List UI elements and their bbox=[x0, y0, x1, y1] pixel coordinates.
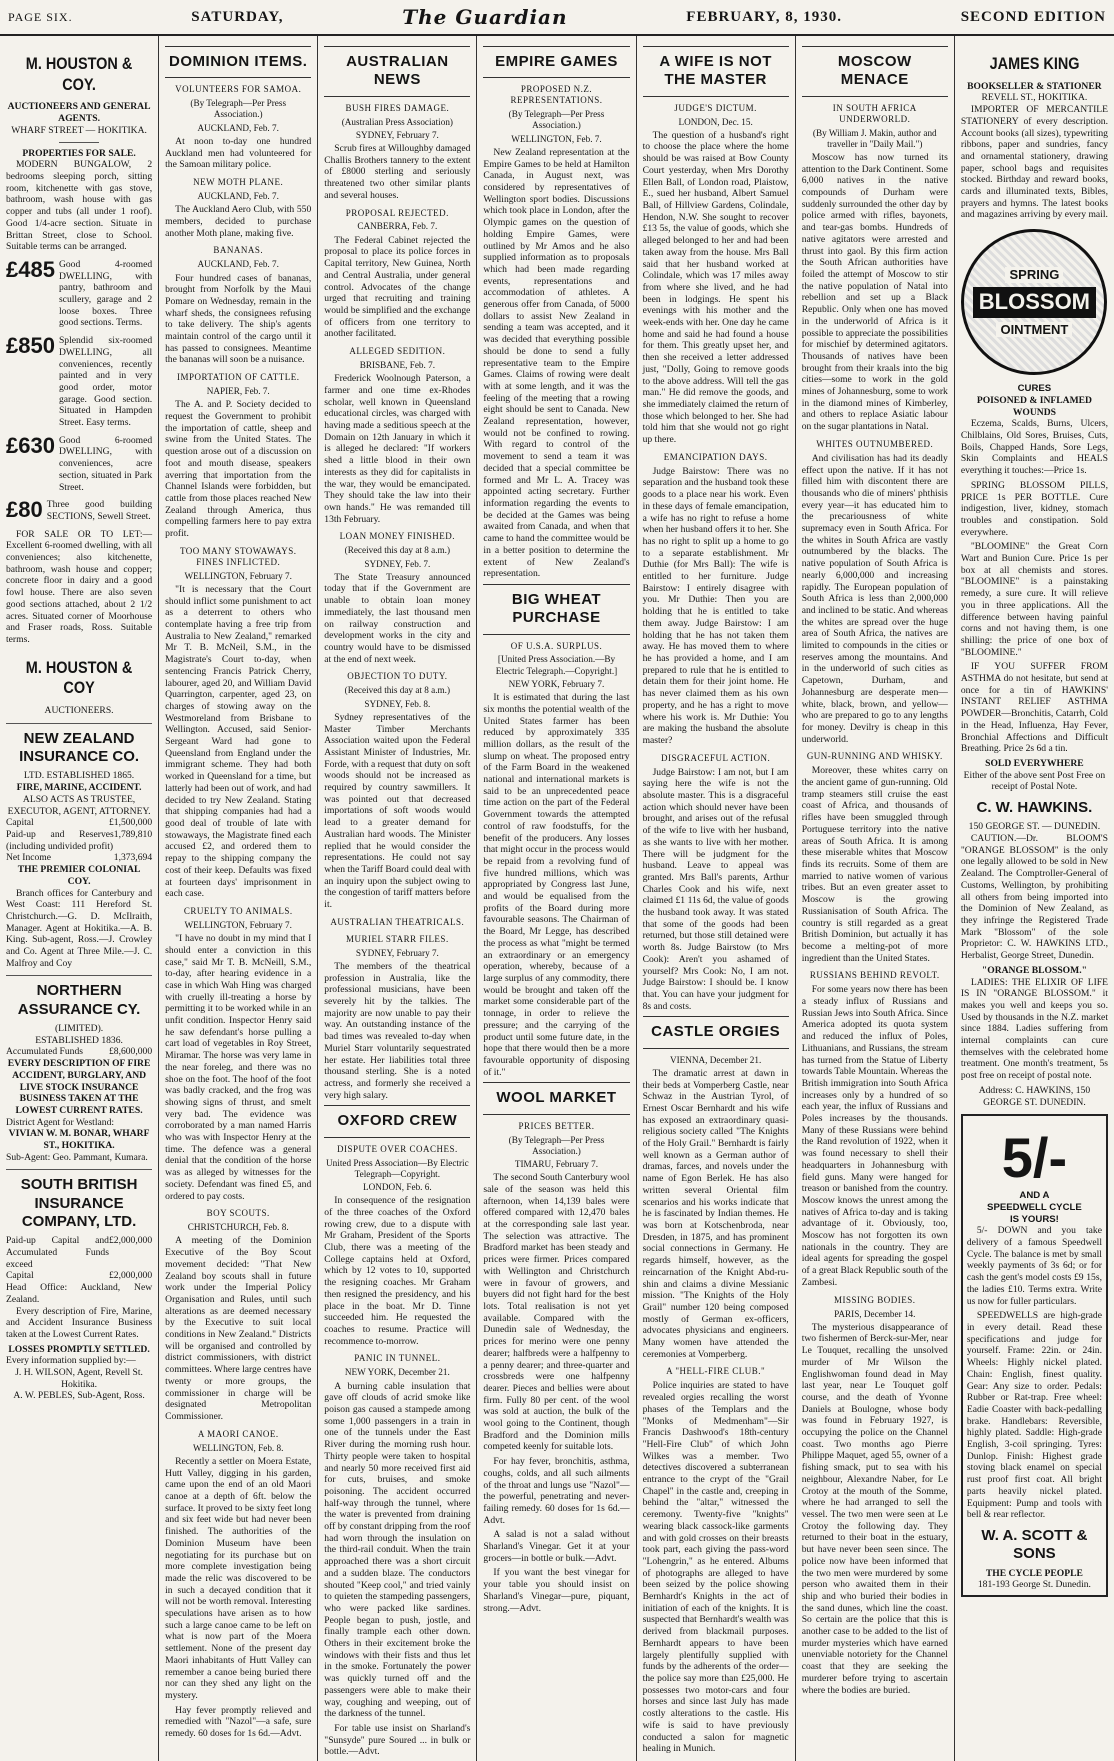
wire-credit: (By Telegraph—Per Press Association.) bbox=[508, 1134, 605, 1156]
advertisement-line: If you want the best vinegar for your table you should insist on Sharland's Vinegar—pure, piquant, strong.—Advt. bbox=[483, 1567, 630, 1614]
dateline: AUCKLAND, Feb. 7. bbox=[197, 191, 279, 201]
article-subheading: A MAORI CANOE. bbox=[197, 1428, 279, 1439]
property-listing: FOR SALE OR TO LET:—Excellent 6-roomed dwelling, with all conveniences; also kitchenette, bathroom, wash house and copper; concrete floor in dairy and a good fowl house. There are also seven good sections attached, about 2 1/2 acres. Situated corner of Moorhouse and Fraser roads, Ross. Suitable terms. bbox=[6, 528, 153, 645]
wire-credit: (Received this day at 8 a.m.) bbox=[344, 545, 451, 556]
property-description: Good 6-roomed DWELLING, with conveniences, acre section, situated in Park Street. bbox=[58, 434, 153, 493]
dateline: TIMARU, February 7. bbox=[514, 1159, 599, 1170]
article-subheading: PRICES BETTER. bbox=[518, 1120, 595, 1131]
houston-ad-title-2: M. HOUSTON & COY bbox=[25, 657, 133, 698]
sbi-head-office: Head Office: Auckland, New Zealand. bbox=[6, 1282, 153, 1305]
branch-offices: Branch offices for Canterbury and West Coast: 111 Hereford St. Christchurch.—G. D. McIlraith, Manager. Agent at Hokitika.—A. B. King. Sub-agent, Ross.—J. Crowley and Co. Agent at Three Mile.—J. C. Malfroy and Coy bbox=[6, 887, 153, 969]
article-paragraph: Judge Bairstow: I am not, but I am saying here the wife is not the absolute master. This is a disgraceful action which should never have been brought, and arises out of the refusal of the wife to live with her husband, as she wants to live with her mother. There will be judgment for the husband. Leave to appeal was granted. Mrs Ball's parents, Arthur Charles Cook and his wife, next claimed £1 11s 6d, the value of goods the husband took away. It was stated that some of the goods had been returned, but those still detained were worth 8s. Judge Bairstow (to Mrs Cook): Aren't you ashamed of yourself? Mrs Cook: No, I am not. Judge Bairstow: I should be. I know that. You can have your judgment for 8s and costs. bbox=[642, 766, 789, 1012]
article-paragraph: For some years now there has been a steady influx of Russians and Russian Jews into South Africa. Since America adopted its quota system and reduced the influx of Poles, Lithuanians, and Russians, the stream has turned from the Statue of Liberty towards Table Mountain. Whereas the British immigration into South Africa increases only by a hundred of so each year, the influx of Russians and Poles increases by the thousands. Many of these Russians were behind the Rand revolution of 1922, when it was found necessary to shell their headquarters in Johannesburg with field guns. Many were hanged for treason or banished from the country. Moscow knows the unrest among the natives of Africa to-day and is taking advantage of it. Obviously, too, Moscow has not forgotten its own nationals in the country. They are ideal agents for spreading the gospel of a great Black Republic south of the Zambesi. bbox=[801, 984, 948, 1288]
dateline: SYDNEY, Feb. 8. bbox=[364, 698, 431, 709]
article-paragraph: Scrub fires at Willoughby damaged Challis Brothers tannery to the extent of £8000 sterling and seriously threatened two other similar plants and several houses. bbox=[324, 143, 471, 201]
article-subheading: CRUELTY TO ANIMALS. bbox=[183, 905, 293, 916]
article-subheading: LOAN MONEY FINISHED. bbox=[339, 531, 456, 542]
column-advertisements-left bbox=[0, 36, 159, 1761]
dateline: NEW YORK, December 21. bbox=[344, 1367, 450, 1378]
article-subheading: VOLUNTEERS FOR SAMOA. bbox=[175, 84, 302, 95]
article-subheading: MISSING BODIES. bbox=[834, 1294, 916, 1305]
article-paragraph: The dramatic arrest at dawn in their beds at Vomperberg Castle, near Schwaz in the Austrian Tyrol, of Ernest Oscar Bernhardt and his wife has exposed an extraordinary quasi-religious society called "The Knights of the Holy Grail." Bernhardt is fairly well known as a German author of dramas, farces, and novels under the name of Egon Berlek. He has also written several Oriental film scenarios and his works indicate that he is fascinated by Indian themes. He was born at Kotschenbroda, near Dresden, in 1875, and has prominent social connections in Germany. He regards himself, however, as the reincarnation of the Knight Abd-ru-shin and claims a divine Messianic mission. "The Knights of the Holy Grail" number 120 being composed mostly of German ex-officers, advocates physicians and engineers. Many women have attended the ceremonies at Vomperberg. bbox=[642, 1067, 789, 1360]
sbi-sub-agent: A. W. PEBLES, Sub-Agent, Ross. bbox=[13, 1390, 145, 1402]
article-subheading: IN SOUTH AFRICA UNDERWORLD. bbox=[832, 102, 917, 124]
paid-up-label: Paid-up and Reserves (including undivided profit) bbox=[6, 828, 114, 852]
hawkins-title: C. W. HAWKINS. bbox=[976, 799, 1093, 817]
dateline: WELLINGTON, February 7. bbox=[184, 919, 292, 930]
nz-insurance-also: ALSO ACTS AS TRUSTEE, EXECUTOR, AGENT, ATTORNEY. bbox=[7, 793, 151, 817]
premier-colonial: THE PREMIER COLONIAL COY. bbox=[17, 864, 141, 887]
advertisement-line: For hay fever, bronchitis, asthma, coughs, colds, and all such ailments of the throat and lungs use "Nazol"—the powerful, penetrating and never-failing remedy. 60 doses for 1s 6d.—Advt. bbox=[483, 1456, 630, 1526]
article-subheading: TOO MANY STOWAWAYS. FINES INFLICTED. bbox=[179, 545, 297, 567]
column-dominion-items bbox=[159, 36, 318, 1761]
nz-insurance-kind: FIRE, MARINE, ACCIDENT. bbox=[16, 782, 142, 794]
article-subheading: IMPORTATION OF CATTLE. bbox=[176, 372, 300, 383]
wire-credit: (By Telegraph—Per Press Association.) bbox=[190, 98, 287, 120]
speedwell-text: 5/- DOWN and you take delivery of a famous Speedwell Cycle. The balance is met by small weekly payments of 3s 6d; or for cash the gent's model costs £9 15s, the ladies £10. Terms extra. Write us now for fuller particulars. bbox=[966, 1225, 1102, 1307]
dateline: AUCKLAND, Feb. 7. bbox=[197, 259, 279, 270]
article-heading: DOMINION ITEMS. bbox=[165, 46, 311, 78]
funds-label: Accumulated Funds bbox=[6, 1046, 84, 1058]
sbi-paid-row bbox=[6, 1235, 152, 1270]
newspaper-title: The Guardian bbox=[402, 5, 568, 29]
logo-spring: SPRING bbox=[1005, 267, 1063, 283]
property-listing: MODERN BUNGALOW, 2 bedrooms sleeping porch, sitting room, kitchenette with gas stove, bathroom, wash house with gas copper and tubs (all under 1 roof). Good 1/4-acre section. Situate in Brittan Street, close to School. Suitable terms can be arranged. bbox=[6, 159, 153, 253]
article-paragraph: The Auckland Aero Club, with 550 members, decided to purchase another Moth plane, making five. bbox=[165, 204, 312, 239]
dateline: AUCKLAND, Feb. 7. bbox=[197, 122, 279, 133]
ointment-text: Eczema, Scalds, Burns, Ulcers, Chilblains, Old Sores, Bruises, Cuts, Boils, Chapped Hands, Sore Legs, Skin Complaints and HEALS everything it touches:—Price 1s. bbox=[960, 418, 1108, 477]
dateline: WELLINGTON, Feb. 8. bbox=[193, 1442, 284, 1453]
property-price: £630 bbox=[6, 432, 55, 458]
article-paragraph: The mysterious disappearance of two fishermen of Berck-sur-Mer, near Le Touquet, recalling the unsolved murder of Mr Wilson the Englishwoman found dead in May last year, near Le Touquet golf course, and the death of Yvonne Daniels at Boulogne, whose body was found in February 1927, is occupying the police on the Channel coast. Two months ago Pierre Philippe Maquet, aged 55, owner of a fishing smack, put to sea with his neighbour, Alexandre Naber, for Le Crotoy at the mouth of the Somme, where he had arranged to sell the vessel. The two men were seen at Le Crotoy the following day. They returned to their boat in the estuary, but have never been seen since. The police now have been informed that the two men were murdered by some person who awaited them in their ship and who buried their bodies in the sand dunes, which line the coast. So certain are the police that this is another case to be added to the list of murder mysteries which have earned unenviable notoriety for the Channel coast that they are seeking the murderer before trying to ascertain where the bodies are buried. bbox=[801, 1321, 948, 1696]
article-paragraph: The question of a husband's right to choose the place where the home should be was raised at Bow County Court yesterday, when Mrs Dorothy Ellen Ball, of London road, Plaistow, E., sued her husband, Albert Samuel Ball, of Hillview Gardens, Colindale, Hendon, N.W. She sought to recover £13 5s, the value of goods, which she alleged belonged to her and had been taken away from the house. Mrs Ball said that her husband worked at Colindale, which was 17 miles away from where she lived, and he had been in lodgings. He spent his evenings with his mother and the week-ends with her. One day he came home and said he had found a house for them. This greatly upset her, and then she received a letter addressed just, "Dolly, Going to remove goods to the above address. Will tell the gas man." He did remove the goods, and she immediately claimed the return of those which belonged to her. She had told him that she would not go right up there. bbox=[642, 129, 789, 446]
funds-value: £8,600,000 bbox=[108, 1046, 153, 1058]
james-king-tagline: BOOKSELLER & STATIONER bbox=[967, 80, 1102, 92]
article-paragraph: Four hundred cases of bananas, brought from Norfolk by the Maui Pomare on Wednesday, remain in the wharf sheds, the consignees refusing to take delivery. The ship's agents maintain control of the cargo until it has passed to consignees. Meantime the bananas will soon be a nuisance. bbox=[165, 272, 312, 366]
northern-assurance-limited: (LIMITED). bbox=[54, 1023, 104, 1035]
paid-up-row bbox=[6, 829, 152, 852]
advertisement-line: A salad is not a salad without Sharland's Vinegar. Get it at your grocers—in bottle or bulk.—Advt. bbox=[483, 1529, 630, 1564]
sbi-paid-label: Paid-up Capital and Accumulated Funds exceed bbox=[6, 1235, 109, 1270]
article-heading: CASTLE ORGIES bbox=[643, 1016, 789, 1048]
article-subheading: PROPOSAL REJECTED. bbox=[345, 207, 449, 218]
scott-tagline: THE CYCLE PEOPLE bbox=[985, 1567, 1083, 1579]
wire-credit: (Received this day at 8 a.m.) bbox=[344, 685, 451, 696]
northern-assurance-description: EVERY DESCRIPTION OF FIRE ACCIDENT, BURGLARY, AND LIVE STOCK INSURANCE BUSINESS TAKEN AT THE LOWEST CURRENT RATES. bbox=[7, 1058, 151, 1116]
article-subheading: MURIEL STARR FILES. bbox=[345, 933, 449, 944]
article-paragraph: Frederick Woolnough Paterson, a farmer and one time ex-Rhodes scholar, well known in Queensland educational circles, was charged with having made a seditious speech at the Domain on 12th January in which it is alleged he declared: "If workers shed a little blood in their own interests as they did for capitalists in the war, they would be emancipated. They should take the law into their own hands." He was remanded till 13th February. bbox=[324, 373, 471, 525]
property-price: £485 bbox=[6, 256, 55, 282]
article-subheading: PROPOSED N.Z. REPRESENTATIONS. bbox=[510, 84, 603, 106]
northern-agent: VIVIAN W. M. BONAR, WHARF ST., HOKITIKA. bbox=[8, 1128, 150, 1152]
article-paragraph: The second South Canterbury wool sale of the season was held this afternoon, when 14,139 bales were offered compared with 12,470 bales at the corresponding sale last year. The selection was attractive. The Bradford market has been steady and prices were firmer. Prices compared with Wellington and Christchurch were in favour of growers, and buyers did not fight hard for the best lots. Total realisation is not yet available. Compared with the Dunedin sale of Wednesday, the prices for merino were one penny dearer; halfbreds were a halfpenny to a penny dearer; and three-quarter and crossbreds were one halfpenny dearer. Pieces and bellies were about firm. Fully 80 per cent. of the wool was sold at auction, the bulk of the wool going to the Continent, though Bradford and the Dominion mills competed keenly for suitable lots. bbox=[483, 1172, 630, 1453]
edition-label: SECOND EDITION bbox=[960, 8, 1106, 25]
article-paragraph: In consequence of the resignation of the three coaches of the Oxford rowing crew, due to a dispute with Mr Graham, President of the Sports Club, there was a meeting of the College captains held at Oxford, which by 12 votes to 10, supported the resigning coaches. Mr Graham then resigned the presidency, and his place in the boat. Mr D. Tinne succeeded him. He requested the coaches to resume. Practice will recommence to-morrow. bbox=[324, 1195, 471, 1347]
article-heading: A WIFE IS NOT THE MASTER bbox=[643, 46, 789, 97]
masthead-day: SATURDAY, bbox=[191, 8, 284, 25]
article-subheading: EMANCIPATION DAYS. bbox=[663, 451, 768, 462]
property-listing bbox=[6, 499, 152, 522]
wire-credit: (Australian Press Association) bbox=[341, 116, 453, 127]
column-moscow-menace bbox=[796, 36, 955, 1761]
houston-ad-address: WHARF STREET — HOKITIKA. bbox=[11, 124, 147, 136]
dateline: CANBERRA, Feb. 7. bbox=[357, 221, 438, 232]
dateline: NEW YORK, February 7. bbox=[508, 678, 605, 689]
column-australian-news bbox=[318, 36, 477, 1761]
northern-sub-agent: Sub-Agent: Geo. Pammant, Kumara. bbox=[6, 1151, 148, 1163]
speedwell-ad bbox=[961, 1114, 1108, 1597]
funds-row bbox=[6, 1046, 152, 1058]
article-heading: MOSCOW MENACE bbox=[802, 46, 948, 97]
article-subheading: DISPUTE OVER COACHES. bbox=[336, 1143, 458, 1154]
speedwell-line-1: AND A bbox=[1019, 1190, 1050, 1202]
article-heading: WOOL MARKET bbox=[483, 1082, 629, 1114]
capital-row bbox=[6, 817, 152, 829]
poisoned-wounds: POISONED & INFLAMED WOUNDS bbox=[976, 394, 1092, 418]
article-subheading: BUSH FIRES DAMAGE. bbox=[345, 102, 450, 113]
ladies-text: LADIES: THE ELIXIR OF LIFE IS IN "ORANGE BLOSSOM." it makes you well and keeps you so. Used by thousands in the N.Z. market since 1884. Ladies suffering from internal complaints can cure themselves with the celebrated home treatment. One month's treatment, 5s post free on receipt of postal note. bbox=[960, 976, 1108, 1082]
article-subheading: OBJECTION TO DUTY. bbox=[347, 671, 448, 682]
james-king-title: JAMES KING bbox=[989, 54, 1080, 73]
income-value: 1,373,694 bbox=[113, 852, 153, 864]
article-paragraph: "I have no doubt in my mind that I should enter a conviction in this case," said Mr T. B. McNeill, S.M., to-day, after hearing evidence in a case in which Wah Hing was charged with cruelly ill-treating a horse by permitting it to be worked while in an unfit condition. Inspector Henry said he saw defendant's horse pulling a cart load of vegetables in Roy Street, Miramar. The horse was very lame in the near foreleg, and there was no shoe on the foot. The hoof of the foot was badly cracked, and the frog was showing signs of thrust, and smelt very bad. The evidence was corroborated by a man named Harris who was with Inspector Henry at the time. The defence was a general denial that the condition of the horse was as alleged by witnesses for the society. Defendant was fined £5, and ordered to pay costs. bbox=[165, 933, 312, 1202]
dateline: WELLINGTON, February 7. bbox=[184, 570, 292, 581]
article-heading: OXFORD CREW bbox=[324, 1105, 470, 1137]
article-subheading: PANIC IN TUNNEL. bbox=[354, 1353, 441, 1364]
property-listing bbox=[6, 256, 153, 329]
article-heading: AUSTRALIAN NEWS bbox=[324, 46, 470, 97]
sbi-description: Every description of Fire, Marine, and Accident Insurance Business taken at the Lowest Current Rates. bbox=[6, 1305, 153, 1340]
income-row bbox=[6, 852, 152, 864]
article-subheading: ALLEGED SEDITION. bbox=[349, 346, 446, 357]
article-paragraph: Moscow has now turned its attention to the Dark Continent. Some 6,000 natives in the native compounds of Durham were suddenly surrounded the other day by police armed with rifles, bayonets, and tear-gas bombs. Hundreds of native agitators were arrested and thrust into gaol. By this firm action the South African authorities have foiled the attempt of Moscow to stir the native population of Natal into rebellion and set up a Black Republic. Only when one has moved in the underworld of Africa is it possible to appreciate the possibilities for mischief by determined agitators. Thousands of natives have been brought from their kraals into the big cities—some to work in the gold mines of Johannesburg, some to work in the diamond mines of Kimberley, and others to replace Asiatic labour on the sugar plantations in Natal. bbox=[801, 151, 948, 433]
dateline: SYDNEY, February 7. bbox=[355, 129, 439, 140]
post-free-note: Either of the above sent Post Free on receipt of Postal Note. bbox=[963, 769, 1106, 793]
nz-insurance-established: LTD. ESTABLISHED 1865. bbox=[23, 770, 135, 782]
article-subheading: RUSSIANS BEHIND REVOLT. bbox=[809, 970, 940, 981]
houston-ad-tagline: AUCTIONEERS AND GENERAL AGENTS. bbox=[7, 101, 151, 125]
sbi-capital-row bbox=[6, 1270, 152, 1282]
capital-value: £1,500,000 bbox=[108, 817, 153, 829]
dateline: VIENNA, December 21. bbox=[669, 1054, 762, 1065]
article-subheading: DISGRACEFUL ACTION. bbox=[661, 752, 771, 763]
dateline: PARIS, December 14. bbox=[834, 1308, 916, 1319]
cures-heading: CURES bbox=[1017, 383, 1052, 395]
advertisement-line: For table use insist on Sharland's "Sunsyde" pure Soured ... in bulk or bottle.—Advt. bbox=[324, 1722, 471, 1758]
column-advertisements-right bbox=[955, 36, 1114, 1761]
article-subheading: A "HELL-FIRE CLUB." bbox=[666, 1366, 766, 1377]
article-subheading: JUDGE'S DICTUM. bbox=[674, 102, 757, 113]
logo-ointment: OINTMENT bbox=[996, 322, 1072, 338]
bloomine-text: "BLOOMINE" the Great Corn Wart and Bunion Cure. Price 1s per box at all chemists and stores. "BLOOMINE" is a painstaking remedy, a sure cure. It will relieve you in three applications. All the difference between having painful corns and not having them, is one shilling: the price of one box of "BLOOMINE." bbox=[960, 541, 1108, 658]
article-paragraph: New Zealand representation at the Empire Games to be held at Hamilton Canada, in August next, was considered by representatives of Wellington sport bodies. Discussions which took place in London, after the Olympic games on the question of holding Empire Games, were outlined by Mr Amos and he also supplied information as to proposals which had been made regarding events, representations and accommodation of athletes. A generous offer from Canada, of 5000 dollars to assist New Zealand in sending a team was accepted, and it was decided that everything possible should be done to send a fully representative team to the Empire Games. Claims of rowing were dealt with at some length, and it was the feeling of the meeting that a rowing eight should be sent to Canada. New Zealand representation, however, would not be confined to rowing. With regard to control of the movement to send a team it was decided that a special committee be formed and Mr L. A. Tracey was appointed acting secretary. Further information regarding the events to be decided at the Games was being awaited from Canada, and when that came to hand the committee would be in a better position to determine the extent of New Zealand's representation. bbox=[483, 146, 630, 580]
speedwell-line-2: SPEEDWELL CYCLE bbox=[987, 1201, 1082, 1213]
property-price: £850 bbox=[6, 333, 55, 359]
speedwell-specs: SPEEDWELLS are high-grade in every detail. Read these specifications and judge for yourself. Frame: 22in. or 24in. Wheels: Highly nickel plated. Chain: English, finest quality. Gear: Any size to order. Pedals: Rubber or Rat-trap. Free wheel: Eadie Coaster with back-pedalling brake. Handlebars: Reversible, highly plated. Saddle: High-grade English, 3-coil springing. Tyres: Dunlop. Finish: Highest grade stoving black enamel on special rust proof first coat. All bright parts heavily nickel plated. Equipment: Pump and tools with bell & rear reflector. bbox=[966, 1310, 1102, 1521]
capital-label: Capital bbox=[6, 817, 34, 829]
sbi-info: Every information supplied by:— bbox=[6, 1355, 136, 1367]
dateline: SYDNEY, February 7. bbox=[355, 947, 439, 958]
article-subheading: WHITES OUTNUMBERED. bbox=[816, 438, 934, 449]
property-listing bbox=[6, 335, 152, 429]
income-label: Net Income bbox=[6, 852, 52, 864]
sbi-losses: LOSSES PROMPTLY SETTLED. bbox=[8, 1343, 150, 1355]
article-subheading: BANANAS. bbox=[213, 245, 264, 256]
property-description: Splendid six-roomed DWELLING, all conveniences, recently painted and in very good order, motor garage. Good section. Situated in Hampden Street. Easy terms. bbox=[58, 335, 153, 429]
article-paragraph: Police inquiries are stated to have revealed orgies recalling the worst phases of the Templars and the "Monks of Medmenham"—Sir Francis Dashwood's 18th-century "Hell-Fire Club" of which John Wilkes was a member. Two detectives discovered a subterranean entrance to the crypt of the "Grail Chapel" in the castle and, creeping in behind the "altar," witnessed the ceremony. Twenty-five "knights" wearing black cassock-like garments and with gold crosses on their breasts took part, each giving the pass-word "Lohengrin," as he entered. Albums of photographs are alleged to have been seized by the police showing Bernhardt's Knights in the act of initiation of each of the knights. It is suspected that Bernhardt's wealth was derived from blackmail purposes. Bernhardt appears to have been largely plentifully supplied with funds by the adherents of the order—the police say more than £25,000. He possesses two motor-cars and four horses and since last July has made costly alterations to the castle. His wife is said to have previously conducted a salon for magnetic healing in Munich. bbox=[642, 1380, 789, 1755]
article-paragraph: And civilisation has had its deadly effect upon the native. If it has not filled him with discontent there are thousands who die of miners' phthisis every year—it has educated him to the precariousness of white supremacy even in South Africa. For the whites in South Africa are vastly outnumbered by the blacks. The native population of South Africa is nearly 6,000,000 and increasing rapidly. The European population of South Africa is less than 2,000,000 and inclined to be static. And whereas the whites are spread over the huge area of South Africa, the natives are limited to compounds in the cities or reserves among the mountains. And in the underworld of such cities as Capetown, Durham, and Johannesburg are desperate men—white, black, brown, and yellow—who are prepared to go to any lengths for money. Devilry is cheap in this underworld. bbox=[801, 452, 948, 745]
article-subheading: OF U.S.A. SURPLUS. bbox=[510, 640, 603, 651]
sold-everywhere: SOLD EVERYWHERE bbox=[985, 757, 1084, 769]
article-heading: BIG WHEAT PURCHASE bbox=[483, 584, 629, 635]
dateline: WELLINGTON, Feb. 7. bbox=[511, 133, 602, 144]
article-paragraph: Recently a settler on Moera Estate, Hutt Valley, digging in his garden, came upon the end of an old Maori canoe at a depth of 6ft. below the surface. It proved to be sixty feet long and six feet wide but had never been finished. The authorities of the Dominion Museum have been negotiating for its purchase but on more complete investigation being made the relic was discovered to be in such a decayed condition that it will not be worth removal. Interesting speculations have arisen as to how such a large canoe came to be left on what is now part of the Moera settlement. None of the present day Maori inhabitants of Hutt Valley can remember a canoe being buried there nor can they shed any light on the mystery. bbox=[165, 1455, 312, 1701]
article-paragraph: The A. and P. Society decided to request the Government to prohibit the importation of cattle, sheep and swine from the United States. The question arose out of a discussion on foot and mouth disease, speakers averring that importation from the Channel Islands were forbidden, but cattle from those places reached New Zealand through America, thus compelling farmers here to pay extra profit. bbox=[165, 399, 312, 540]
spring-blossom-ointment-logo bbox=[961, 229, 1107, 375]
ladies-address: Address: C. HAWKINS, 150 GEORGE ST. DUNEDIN. bbox=[978, 1084, 1091, 1108]
five-shillings: 5/- bbox=[1001, 1126, 1068, 1190]
dateline: NAPIER, Feb. 7. bbox=[206, 386, 270, 397]
northern-assurance-title: NORTHERN ASSURANCE CY. bbox=[17, 982, 141, 1018]
houston-ad-tagline-2: AUCTIONEERS. bbox=[44, 705, 114, 717]
james-king-address: REVELL ST., HOKITIKA. bbox=[981, 92, 1088, 104]
column-empire-games bbox=[477, 36, 636, 1761]
advertisement-line: Hay fever promptly relieved and remedied with "Nazol"—a safe, sure remedy. 60 doses for 1s 6d.—Advt. bbox=[165, 1704, 312, 1740]
article-paragraph: Moreover, these whites carry on the ancient game of gun-running. Old tramp steamers still cruise the east coast of Africa, and thousands of rifles have been smuggled through Portuguese territory into the native areas of South Africa. It is among these miserable whites that Moscow finds its recruits. Some of them are married to native women of various tribes. But an even greater asset to Moscow is the growing Russianisation of South Africa. The country is still regarded as a great British Dominion, but actually it has become a melting-pot of more ingredient than the United States. bbox=[801, 765, 948, 964]
sbi-capital-label: Capital bbox=[6, 1270, 34, 1282]
nz-insurance-title: NEW ZEALAND INSURANCE CO. bbox=[19, 729, 140, 766]
article-subheading: GUN-RUNNING AND WHISKY. bbox=[806, 751, 943, 762]
pills-text: SPRING BLOSSOM PILLS, PRICE 1s PER BOTTLE. Cure indigestion, liver, kidney, stomach troubles and constipation. Sold everywhere. bbox=[960, 479, 1108, 538]
article-subheading: NEW MOTH PLANE. bbox=[193, 177, 284, 188]
article-paragraph: The members of the theatrical profession in Australia, like the professional musicians, have been severely hit by the talkies. The majority are now unable to pay their way. An outstanding instance of the bad times was revealed to-day when Muriel Starr voluntarily sequestrated her estate. Her liabilities total three thousand sterling. She is a noted actress, and formerly she received a very high salary. bbox=[324, 960, 471, 1101]
property-price: £80 bbox=[6, 497, 43, 523]
asthma-text: IF YOU SUFFER FROM ASTHMA do not hesitate, but send at once for a tin of HAWKINS' INSTANT RELIEF ASTHMA POWDER—Bronchitis, Catarrh, Cold in the Head, Influenza, Hay Fever, Bronchial Affections and Difficult Breathing. Price 2s 6d a tin. bbox=[960, 661, 1108, 755]
sbi-capital-value: £2,000,000 bbox=[108, 1270, 153, 1282]
article-paragraph: At noon to-day one hundred Auckland men had volunteered for the Samoan military police. bbox=[165, 135, 312, 171]
logo-blossom: BLOSSOM bbox=[973, 287, 1096, 318]
article-paragraph: It is estimated that during the last six months the potential wealth of the United States farmer has been reduced by approximately 335 million dollars, as the result of the slump on wheat. The proposed entry of the Farm Board in the weakened national and international markets is said to be an unprecedented peace time action on the part of the Federal Government towards the attempted control of raw foodstuffs, for the benefit of the producers. Any losses that might occur in the process would be repaid from a revolving fund of five hundred millions, which was appropriated by Congress last June, and would be equalised from the profits of the Board during more favourable seasons. The Chairman of the Board, Mr Legge, has described the process as what "might be termed an extraordinary or an emergency operation, whereby, because of a large surplus of any commodity, there would be brought and taken off the market some considerable part of the tonnage, in order to relieve the pressure; and the carrying of the product until some future date, in the hope that there would then be a more favourable opportunity of disposing of it." bbox=[483, 692, 630, 1078]
article-heading: EMPIRE GAMES bbox=[483, 46, 629, 78]
article-paragraph: A burning cable insulation that gave off clouds of acrid smoke like poison gas caused a stampede among some 1,000 passengers in a train in one of the tunnels under the East River during the morning rush hour. Thirty people were taken to hospital and nearly 50 more received first aid for cuts, bruises, and smoke poisoning. The accident occurred half-way through the tunnel, where the water is prevented from draining off by constant dripping from the roof had worn through the insulation on the third-rail conduit. When the train approached there was a short circuit and a sudden blaze. The conductors shouted "Keep cool," and tried vainly to quieten the stampeding passengers, who were packed like sardines. People began to push, jostle, and finally trample each other down. Others in their excitement broke the windows with their fists and thus let in the smoke. Fortunately the power was quickly turned off and the passengers were able to make their way, coughing and weeping, out of the darkness of the tunnel. bbox=[324, 1380, 471, 1720]
page-number: PAGE SIX. bbox=[8, 9, 73, 24]
article-paragraph: Sydney representatives of the Master Timber Merchants Association waited upon the Federal Assistant Minister of Industries, Mr. Forde, with a request that duty on soft woods should not be increased as required by country sawmillers. It was pointed out that decreased importations of soft woods would lead to a greater demand for Australian hard woods. The Minister replied that he would consider the representations. He could not say when the Tariff Board could deal with an inquiry upon the subject owing to the congestion of tariff matters before it. bbox=[324, 711, 471, 911]
south-british-title: SOUTH BRITISH INSURANCE COMPANY, LTD. bbox=[20, 1176, 138, 1231]
scott-title: W. A. SCOTT & SONS bbox=[981, 1526, 1088, 1563]
wire-credit: [United Press Association.—By Electric Telegraph.—Copyright.] bbox=[495, 654, 618, 676]
orange-blossom-heading: "ORANGE BLOSSOM." bbox=[981, 964, 1087, 976]
wire-credit: United Press Association—By Electric Telegraph—Copyright. bbox=[326, 1157, 469, 1179]
sbi-agent: J. H. WILSON, Agent, Revell St. Hokitika. bbox=[15, 1367, 143, 1390]
properties-heading: PROPERTIES FOR SALE. bbox=[22, 147, 136, 159]
james-king-text: IMPORTER OF MERCANTILE STATIONERY of every description. Account books (all sizes), typewriting ribbons, paper and sundries, fancy and ornamental stationery, drawing paper, school bags and requisites stocked. Birthday and reward books, cards and illuminated texts, Bibles, prayers and hymns. The latest books and magazines arriving by every mail. bbox=[960, 104, 1108, 221]
article-paragraph: "It is necessary that the Court should inflict some punishment to act as a deterrent to others who contemplate having a free trip from Australia to New Zealand," remarked Mr T. B. McNeil, S.M., in the Magistrate's Court to-day, when sentencing Francis Patrick Cherry, labourer, aged 20, and William David Quarrington, carpenter, aged 23, on charges of stowing away on the Westmoreland from Brisbane to Wellington. Accused, said Senior-Sergeant Ward had gone to Queensland from England under the immigrant scheme. They had both worked in Queensland for a time, but latterly had been out of work, and had decided to try New Zealand. Stating that shipping companies had had a good deal of trouble of late with stowaways, the Magistrate fined each accused £2, and ordered them to repay to the shipping company the cost of their keep. Defaults was fixed at fourteen days' imprisonment in each case. bbox=[165, 583, 312, 900]
property-description: Three good building SECTIONS, Sewell Street. bbox=[46, 499, 153, 522]
hawkins-address: 150 GEORGE ST. — DUNEDIN. bbox=[968, 821, 1101, 833]
dateline: LONDON, Dec. 15. bbox=[678, 116, 753, 127]
paid-up-value: 1,789,810 bbox=[113, 828, 153, 840]
property-listing bbox=[6, 432, 153, 494]
dateline: LONDON, Feb. 6. bbox=[363, 1182, 432, 1193]
masthead-date: FEBRUARY, 8, 1930. bbox=[686, 8, 842, 25]
article-subheading: AUSTRALIAN THEATRICALS. bbox=[330, 916, 465, 927]
houston-ad-title: M. HOUSTON & COY. bbox=[25, 54, 133, 94]
northern-assurance-established: ESTABLISHED 1836. bbox=[35, 1034, 123, 1046]
scott-address: 181-193 George St. Dunedin. bbox=[977, 1579, 1091, 1591]
dateline: SYDNEY, Feb. 7. bbox=[364, 558, 431, 569]
article-paragraph: The Federal Cabinet rejected the proposal to place its police forces in Capital territory, New Guinea, North and Central Australia, under general control. Advocates of the change urged that recruiting and training would be simplified and the exchange of officers from one territory to another facilitated. bbox=[324, 234, 471, 340]
article-paragraph: Judge Bairstow: There was no separation and the husband took these goods to a place near his work. Even in these days of female emancipation, a wife has no right to refuse a home when her husband offers it to her. She has no right to split up a home to go to a separate establishment. Mr Duthie (for Mrs Ball): The wife is entitled to her furniture. Judge Bairstow: I entirely disagree with you. Mr Duthie: Then you are holding that he is entitled to take them away. Judge Bairstow: I am holding that he has not taken them away. He has moved them to where he has provided a home, and I am prepared to rule that he is entitled to detain them for their joint home. He has never claimed them as his own property, and he has a right to move where his work is. Mr Duthie: You are making the husband the absolute master? bbox=[642, 465, 789, 746]
dateline: CHRISTCHURCH, Feb. 8. bbox=[187, 1222, 289, 1233]
article-paragraph: The State Treasury announced today that if the Government are unable to obtain loan money immediately, the last thousand men on railway construction and development works in the city and country would have to be dismissed at the end of next week. bbox=[324, 571, 471, 665]
byline: (By William J. Makin, author and traveller in "Daily Mail.") bbox=[812, 127, 937, 149]
property-description: Good 4-roomed DWELLING, with pantry, bathroom and scullery, garage and 2 loose boxes. Three good sections. Terms. bbox=[58, 258, 153, 329]
northern-agent-label: District Agent for Westland: bbox=[6, 1116, 115, 1128]
article-subheading: BOY SCOUTS. bbox=[206, 1208, 270, 1219]
page-columns bbox=[0, 36, 1114, 1758]
speedwell-line-3: IS YOURS! bbox=[1009, 1213, 1059, 1225]
sbi-paid-value: £2,000,000 bbox=[108, 1235, 153, 1247]
dateline: BRISBANE, Feb. 7. bbox=[359, 360, 435, 370]
caution-text: CAUTION.—Dr. BLOOM'S "ORANGE BLOSSOM" is the only one legally allowed to be sold in New Zealand. The Comptroller-General of Customs, Wellington, by prohibiting all others from being imported into the Dominion of New Zealand, as they infringe the Registered Trade Mark "Blossom" of the sole Proprietor: C. W. HAWKINS LTD., Herbalist, George Street, Dunedin. bbox=[960, 833, 1108, 962]
masthead bbox=[0, 0, 1114, 36]
article-paragraph: A meeting of the Dominion Executive of the Boy Scout movement decided: "That New Zealand boy scouts shall in future work under the Imperial Policy Organisation and Rules, until such alterations as are deemed necessary by the Executive to suit local conditions in New Zealand." Districts will be organised and controlled by district commissioners, with district committees. Where large centres have twenty or more groups, the commissioner in charge will be designated Metropolitan Commissioner. bbox=[165, 1235, 312, 1422]
wire-credit: (By Telegraph—Per Press Association.) bbox=[508, 109, 605, 131]
column-wife-master bbox=[637, 36, 796, 1761]
